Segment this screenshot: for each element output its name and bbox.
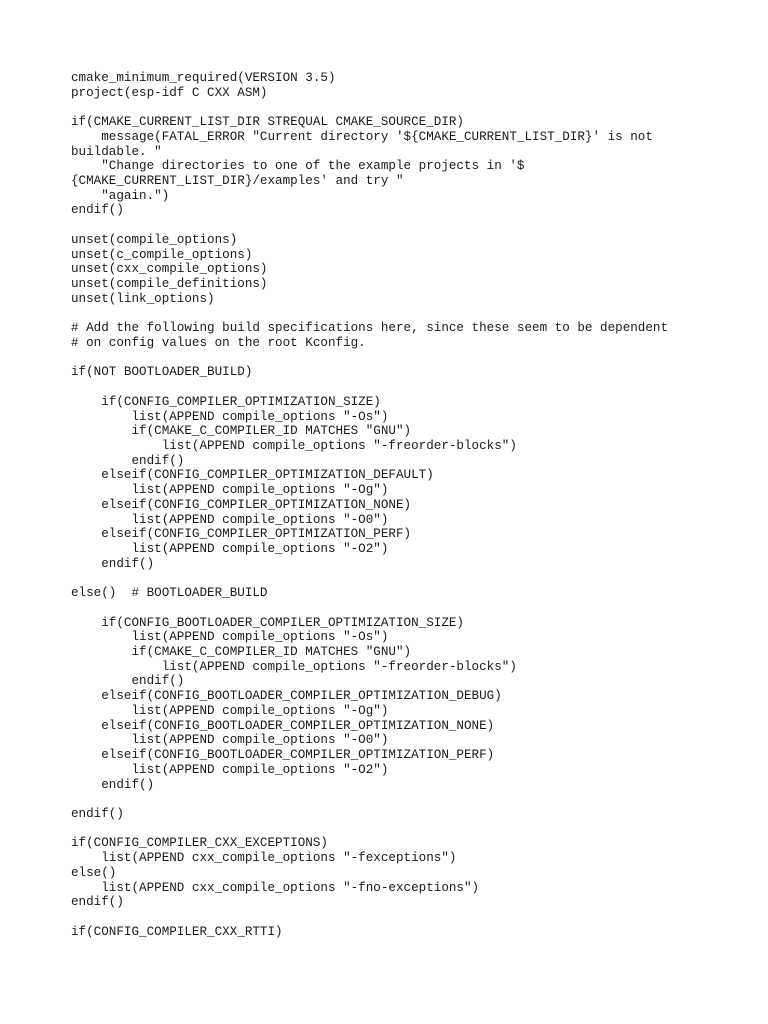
code-line: else() [71,865,117,880]
code-line: endif() [71,203,124,218]
cmake-source-listing [71,71,668,939]
code-line: "Change directories to one of the example projects in '$ [71,159,525,174]
code-line: if(NOT BOOTLOADER_BUILD) [71,365,253,380]
code-line: buildable. " [71,144,162,159]
code-line: list(APPEND cxx_compile_options "-fno-exceptions") [71,880,480,895]
blank-line [71,910,668,925]
code-line: list(APPEND compile_options "-freorder-blocks") [71,659,517,674]
code-line: endif() [71,777,155,792]
code-line: unset(link_options) [71,291,215,306]
code-line: list(APPEND compile_options "-Og") [71,483,389,498]
code-line: list(APPEND compile_options "-Os") [71,409,389,424]
code-line: elseif(CONFIG_COMPILER_OPTIMIZATION_NONE) [71,497,412,512]
code-line: "again.") [71,188,170,203]
blank-line [71,792,668,807]
code-line: list(APPEND compile_options "-Os") [71,630,389,645]
blank-line [71,380,668,395]
code-line: list(APPEND compile_options "-Og") [71,703,389,718]
code-line: endif() [71,556,155,571]
blank-line [71,571,668,586]
code-line: endif() [71,806,124,821]
code-line: endif() [71,674,185,689]
code-line: list(APPEND compile_options "-O0") [71,512,389,527]
code-line: if(CONFIG_COMPILER_OPTIMIZATION_SIZE) [71,394,381,409]
code-line: if(CMAKE_C_COMPILER_ID MATCHES "GNU") [71,645,412,660]
code-line: list(APPEND compile_options "-freorder-blocks") [71,438,517,453]
code-line: elseif(CONFIG_BOOTLOADER_COMPILER_OPTIMIZATION_DEBUG) [71,689,502,704]
code-line: list(APPEND cxx_compile_options "-fexceptions") [71,851,457,866]
code-line: project(esp-idf C CXX ASM) [71,85,268,100]
code-line: endif() [71,453,185,468]
code-line: elseif(CONFIG_COMPILER_OPTIMIZATION_DEFAULT) [71,468,434,483]
code-line: unset(c_compile_options) [71,247,253,262]
code-line: elseif(CONFIG_BOOTLOADER_COMPILER_OPTIMIZATION_PERF) [71,748,495,763]
blank-line [71,601,668,616]
blank-line [71,218,668,233]
code-line: list(APPEND compile_options "-O0") [71,733,389,748]
code-line: message(FATAL_ERROR "Current directory '${CMAKE_CURRENT_LIST_DIR}' is not [71,129,653,144]
code-line: unset(compile_definitions) [71,277,268,292]
code-line: endif() [71,895,124,910]
code-line: unset(cxx_compile_options) [71,262,268,277]
code-line: list(APPEND compile_options "-O2") [71,762,389,777]
code-line: if(CMAKE_CURRENT_LIST_DIR STREQUAL CMAKE_SOURCE_DIR) [71,115,464,130]
code-line: {CMAKE_CURRENT_LIST_DIR}/examples' and try " [71,174,404,189]
code-line: if(CMAKE_C_COMPILER_ID MATCHES "GNU") [71,424,412,439]
code-line: cmake_minimum_required(VERSION 3.5) [71,71,336,85]
code-line: if(CONFIG_COMPILER_CXX_EXCEPTIONS) [71,836,328,851]
code-line: elseif(CONFIG_COMPILER_OPTIMIZATION_PERF) [71,527,412,542]
blank-line [71,822,668,837]
code-line: # Add the following build specifications here, since these seem to be dependent [71,321,669,336]
code-line: list(APPEND compile_options "-O2") [71,542,389,556]
code-line: if(CONFIG_BOOTLOADER_COMPILER_OPTIMIZATION_SIZE) [71,615,464,630]
blank-line [71,307,668,322]
code-line: unset(compile_options) [71,232,238,247]
code-line: # on config values on the root Kconfig. [71,335,366,350]
code-line: elseif(CONFIG_BOOTLOADER_COMPILER_OPTIMIZATION_NONE) [71,718,495,733]
code-line: if(CONFIG_COMPILER_CXX_RTTI) [71,924,283,939]
code-line: else() # BOOTLOADER_BUILD [71,586,268,601]
blank-line [71,351,668,366]
blank-line [71,100,668,115]
